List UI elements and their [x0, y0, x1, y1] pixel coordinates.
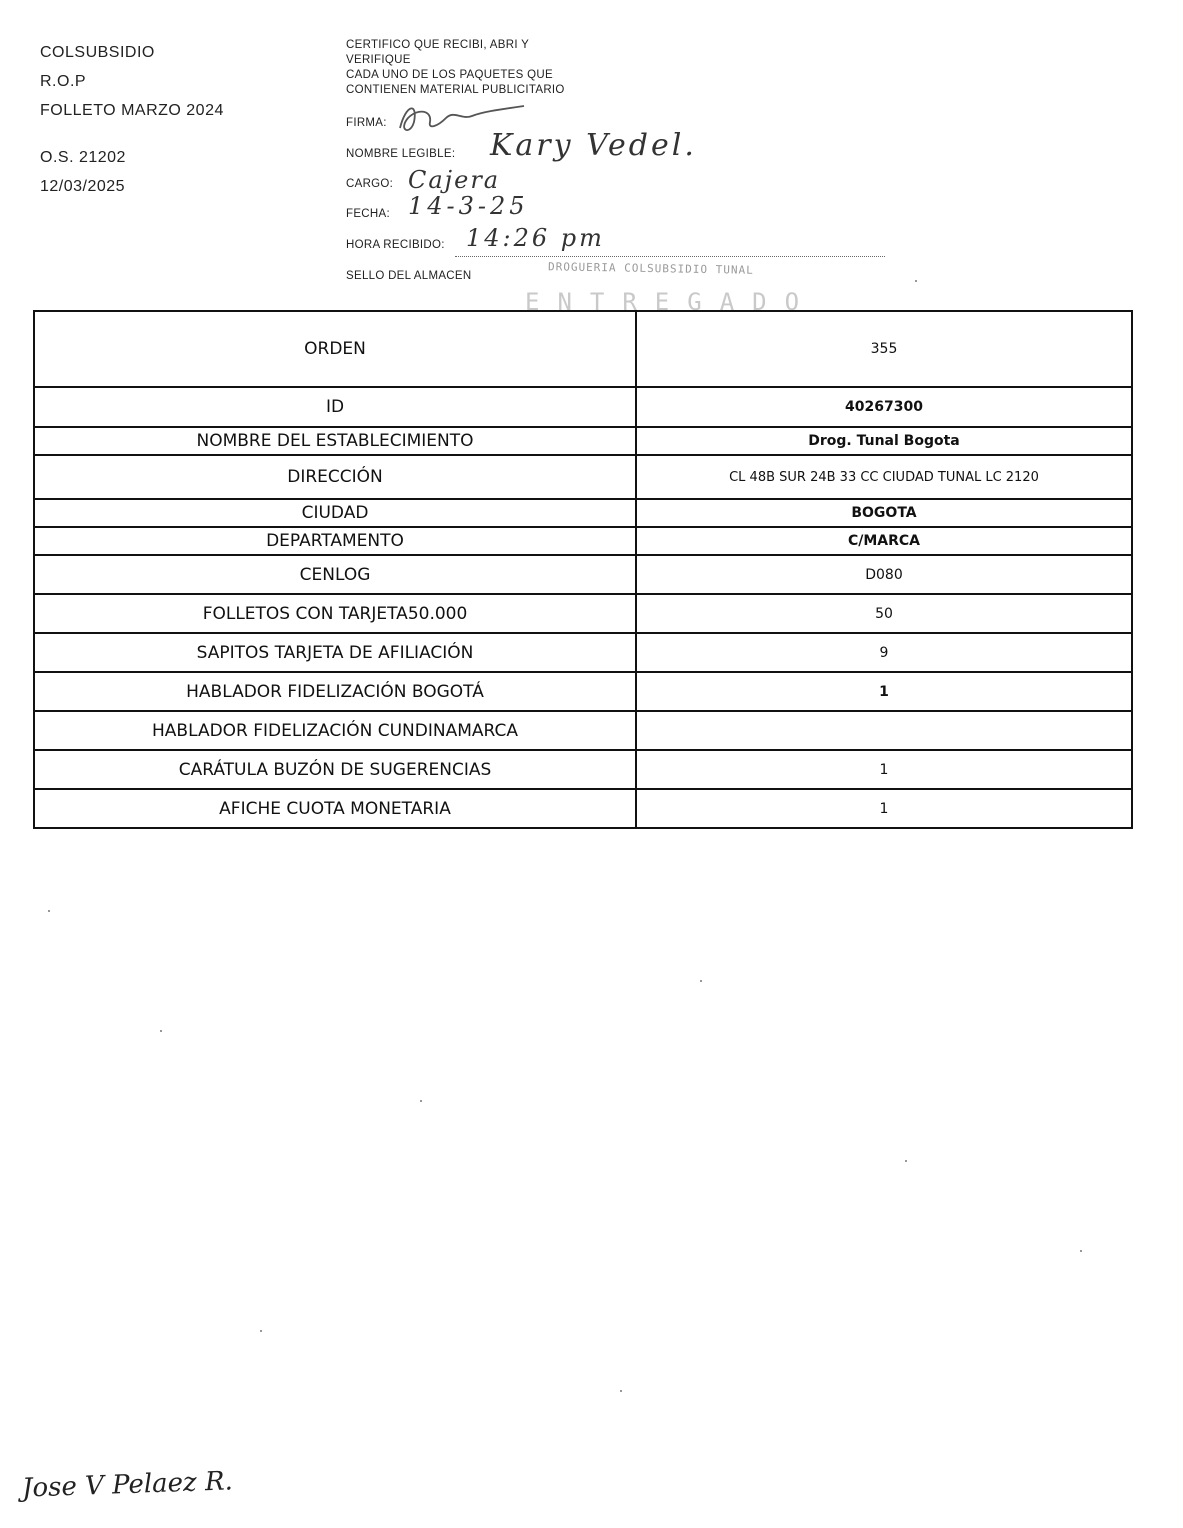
scan-speck — [915, 280, 917, 282]
row-value: 1 — [636, 789, 1132, 828]
row-label: CARÁTULA BUZÓN DE SUGERENCIAS — [34, 750, 636, 789]
table-row — [34, 594, 1132, 633]
scan-speck — [420, 1100, 422, 1102]
table-row — [34, 499, 1132, 527]
row-label: CENLOG — [34, 555, 636, 594]
table-row — [34, 311, 1132, 387]
scan-speck — [700, 980, 702, 982]
delivered-stamp: ENTREGADO — [525, 288, 818, 316]
table-row — [34, 789, 1132, 828]
row-label: DEPARTAMENTO — [34, 527, 636, 555]
row-value: 1 — [636, 672, 1132, 711]
row-label: DIRECCIÓN — [34, 455, 636, 499]
row-value: 50 — [636, 594, 1132, 633]
store-stamp-text: DROGUERIA COLSUBSIDIO TUNAL — [547, 260, 754, 277]
table-row — [34, 455, 1132, 499]
row-label: SAPITOS TARJETA DE AFILIACIÓN — [34, 633, 636, 672]
table-row — [34, 672, 1132, 711]
row-value: 9 — [636, 633, 1132, 672]
row-label: HABLADOR FIDELIZACIÓN BOGOTÁ — [34, 672, 636, 711]
scan-speck — [260, 1330, 262, 1332]
row-label: CIUDAD — [34, 499, 636, 527]
row-label: ID — [34, 387, 636, 427]
cargo-value: Cajera — [408, 166, 501, 194]
cert-line: CERTIFICO QUE RECIBI, ABRI Y — [346, 39, 530, 51]
row-value — [636, 711, 1132, 750]
row-label: AFICHE CUOTA MONETARIA — [34, 789, 636, 828]
cert-line: VERIFIQUE — [346, 54, 411, 66]
table-row — [34, 427, 1132, 455]
row-value: BOGOTA — [636, 499, 1132, 527]
hora-label: HORA RECIBIDO: — [346, 239, 445, 251]
department: R.O.P — [40, 73, 87, 90]
cert-line: CADA UNO DE LOS PAQUETES QUE — [346, 69, 553, 81]
fecha-value: 14-3-25 — [408, 192, 529, 220]
footer-signature: Jose V Pelaez R. — [21, 1466, 234, 1504]
table-row — [34, 750, 1132, 789]
cert-line: CONTIENEN MATERIAL PUBLICITARIO — [346, 84, 565, 96]
row-label: HABLADOR FIDELIZACIÓN CUNDINAMARCA — [34, 711, 636, 750]
table-row — [34, 527, 1132, 555]
nombre-label: NOMBRE LEGIBLE: — [346, 148, 456, 160]
campaign-title: FOLLETO MARZO 2024 — [40, 102, 224, 119]
delivery-table — [33, 310, 1133, 829]
scan-speck — [48, 910, 50, 912]
row-value: 355 — [636, 311, 1132, 387]
row-label: FOLLETOS CON TARJETA50.000 — [34, 594, 636, 633]
row-value: C/MARCA — [636, 527, 1132, 555]
hora-underline — [455, 256, 885, 257]
fecha-label: FECHA: — [346, 208, 390, 220]
header-date: 12/03/2025 — [40, 178, 126, 195]
scan-speck — [1080, 1250, 1082, 1252]
table-row — [34, 633, 1132, 672]
row-value: CL 48B SUR 24B 33 CC CIUDAD TUNAL LC 2120 — [636, 455, 1132, 499]
header-left — [40, 38, 224, 201]
row-value: 40267300 — [636, 387, 1132, 427]
scan-speck — [160, 1030, 162, 1032]
row-value: D080 — [636, 555, 1132, 594]
row-value: Drog. Tunal Bogota — [636, 427, 1132, 455]
certification-text — [346, 38, 565, 98]
hora-value: 14:26 pm — [466, 224, 605, 252]
row-label: NOMBRE DEL ESTABLECIMIENTO — [34, 427, 636, 455]
nombre-value: Kary Vedel. — [490, 128, 697, 163]
firma-label: FIRMA: — [346, 117, 387, 129]
table-row — [34, 711, 1132, 750]
table-row — [34, 387, 1132, 427]
scan-speck — [905, 1160, 907, 1162]
row-label: ORDEN — [34, 311, 636, 387]
scan-speck — [620, 1390, 622, 1392]
row-value: 1 — [636, 750, 1132, 789]
table-row — [34, 555, 1132, 594]
order-service-number: O.S. 21202 — [40, 149, 126, 166]
sello-label: SELLO DEL ALMACEN — [346, 270, 472, 282]
company-name: COLSUBSIDIO — [40, 44, 155, 61]
cargo-label: CARGO: — [346, 178, 394, 190]
